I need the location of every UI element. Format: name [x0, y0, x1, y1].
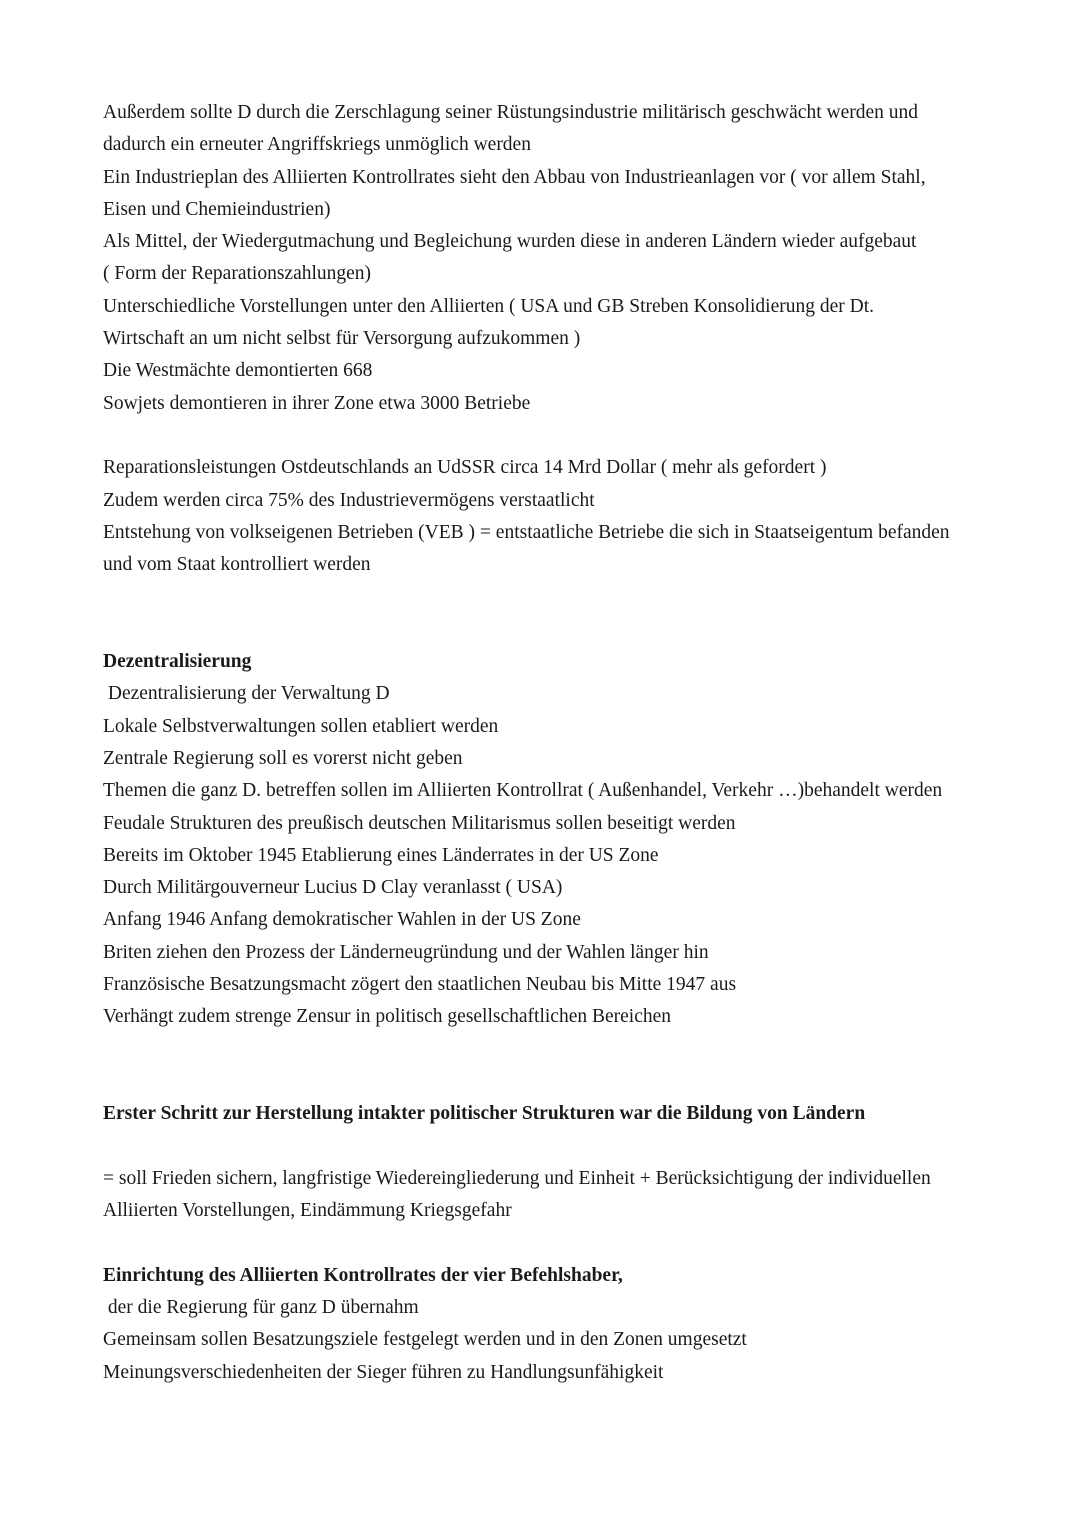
text-line: Gemeinsam sollen Besatzungsziele festgelegt werden und in den Zonen umgesetzt — [103, 1329, 747, 1351]
text-line: und vom Staat kontrolliert werden — [103, 554, 371, 576]
text-line: Unterschiedliche Vorstellungen unter den Alliierten ( USA und GB Streben Konsolidierung der Dt. — [103, 295, 875, 317]
spacer — [103, 1227, 1003, 1259]
text-line: Ein Industrieplan des Alliierten Kontrollrates sieht den Abbau von Industrieanlagen vor ( vor allem Stahl, — [103, 166, 926, 188]
text-line: Verhängt zudem strenge Zensur in politisch gesellschaftlichen Bereichen — [103, 1006, 672, 1028]
text-line: Lokale Selbstverwaltungen sollen etabliert werden — [103, 715, 499, 737]
text-line: Eisen und Chemieindustrien) — [103, 198, 331, 220]
text-line: Zudem werden circa 75% des Industrievermögens verstaatlicht — [103, 489, 595, 511]
section-dezentralisierung — [103, 646, 1003, 1034]
text-line: Durch Militärgouverneur Lucius D Clay veranlasst ( USA) — [103, 877, 563, 899]
spacer — [103, 581, 1003, 613]
text-line: Außerdem sollte D durch die Zerschlagung seiner Rüstungsindustrie militärisch geschwächt werden und — [103, 102, 919, 123]
text-line: ( Form der Reparationszahlungen) — [103, 263, 372, 285]
spacer — [103, 1066, 1003, 1098]
section-heading: Einrichtung des Alliierten Kontrollrates der vier Befehlshaber, — [103, 1264, 623, 1286]
text-line: der die Regierung für ganz D übernahm — [103, 1296, 419, 1318]
text-line: dadurch ein erneuter Angriffskriegs unmöglich werden — [103, 134, 531, 156]
text-line: Dezentralisierung der Verwaltung D — [103, 683, 390, 705]
document-page — [103, 97, 1003, 1389]
section-erster-schritt — [103, 1098, 1003, 1227]
text-line: Reparationsleistungen Ostdeutschlands an UdSSR circa 14 Mrd Dollar ( mehr als gefordert ) — [103, 457, 827, 479]
text-line: Die Westmächte demontierten 668 — [103, 360, 373, 382]
section-reparationen — [103, 452, 1003, 581]
text-line: Anfang 1946 Anfang demokratischer Wahlen in der US Zone — [103, 909, 581, 931]
section-heading: Erster Schritt zur Herstellung intakter politischer Strukturen war die Bildung von Ländern — [103, 1103, 866, 1125]
text-line: Als Mittel, der Wiedergutmachung und Begleichung wurden diese in anderen Ländern wieder aufgebaut — [103, 231, 917, 253]
spacer — [103, 1131, 1003, 1163]
text-line: Entstehung von volkseigenen Betrieben (VEB ) = entstaatliche Betriebe die sich in Staatseigentum befanden — [103, 521, 950, 543]
text-line: Feudale Strukturen des preußisch deutschen Militarismus sollen beseitigt werden — [103, 812, 736, 834]
spacer — [103, 614, 1003, 646]
text-line: Bereits im Oktober 1945 Etablierung eines Länderrates in der US Zone — [103, 844, 659, 866]
text-line: Sowjets demontieren in ihrer Zone etwa 3000 Betriebe — [103, 392, 531, 414]
section-heading: Dezentralisierung — [103, 651, 252, 673]
text-line: Wirtschaft an um nicht selbst für Versorgung aufzukommen ) — [103, 328, 581, 350]
section-demontage — [103, 97, 1003, 420]
text-line: Themen die ganz D. betreffen sollen im Alliierten Kontrollrat ( Außenhandel, Verkehr …)behandelt werden — [103, 780, 943, 802]
text-line: Französische Besatzungsmacht zögert den staatlichen Neubau bis Mitte 1947 aus — [103, 974, 737, 996]
text-line: Alliierten Vorstellungen, Eindämmung Kriegsgefahr — [103, 1200, 512, 1222]
spacer — [103, 1034, 1003, 1066]
text-line: = soll Frieden sichern, langfristige Wiedereingliederung und Einheit + Berücksichtigung der individuellen — [103, 1167, 931, 1189]
text-line: Briten ziehen den Prozess der Länderneugründung und der Wahlen länger hin — [103, 941, 709, 963]
section-kontrollrat — [103, 1260, 1003, 1389]
spacer — [103, 420, 1003, 452]
text-line: Zentrale Regierung soll es vorerst nicht geben — [103, 747, 463, 769]
text-line: Meinungsverschiedenheiten der Sieger führen zu Handlungsunfähigkeit — [103, 1361, 664, 1383]
